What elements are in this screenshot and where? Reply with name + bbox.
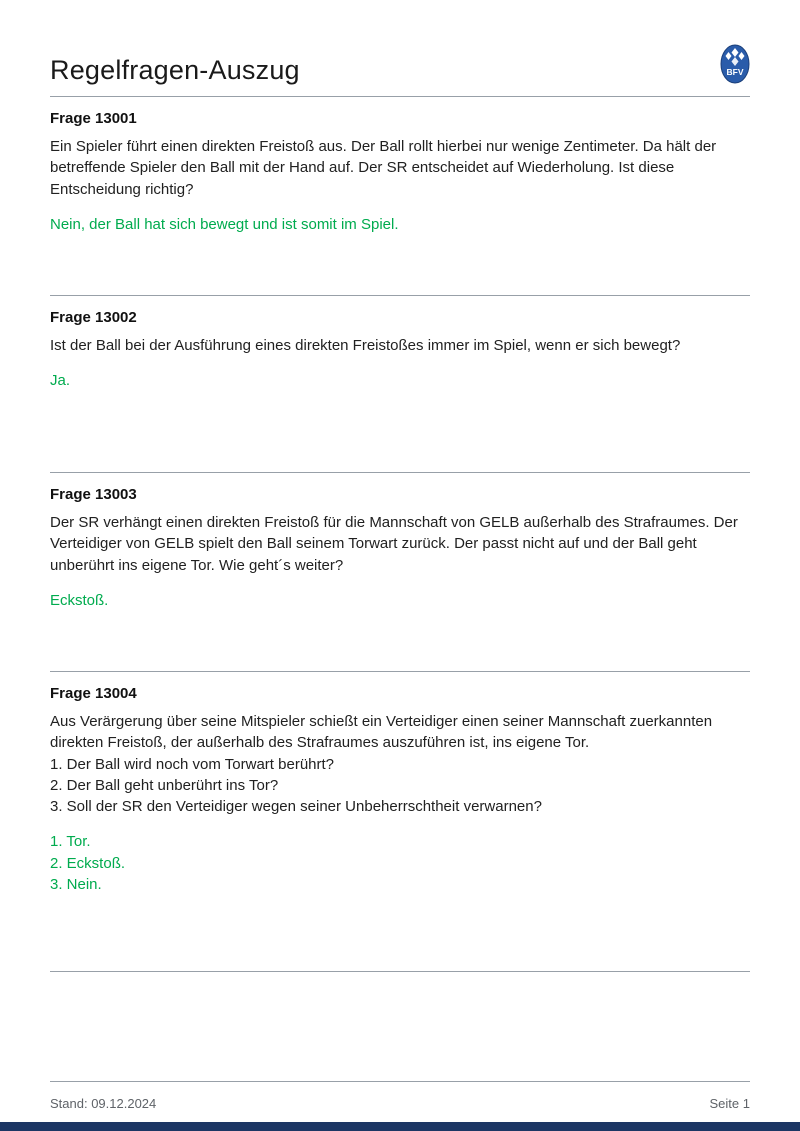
footer-page-number: Seite 1 (709, 1096, 750, 1111)
question-subitem-2: 2. Der Ball geht unberührt ins Tor? (50, 776, 279, 794)
answer-line: Eckstoß. (50, 591, 109, 609)
question-block-13003 (50, 473, 750, 671)
answer-text (50, 214, 750, 235)
whitespace-spacer (50, 972, 750, 1081)
question-number: Frage 13002 (50, 309, 137, 326)
question-paragraph: Der SR verhängt einen direkten Freistoß für die Mannschaft von GELB außerhalb des Strafraumes. Der Verteidiger von GELB spielt den Ball seinem Torwart zurück. Der passt nicht auf und der Ball geht unberührt ins eigene Tor. Wie geht´s weiter? (50, 514, 738, 574)
question-text (50, 335, 750, 356)
answer-line-1: 1. Tor. (50, 833, 91, 851)
question-subitem-1: 1. Der Ball wird noch vom Torwart berührt? (50, 755, 335, 773)
footer-date: Stand: 09.12.2024 (50, 1096, 157, 1111)
question-number: Frage 13001 (50, 110, 137, 127)
answer-text (50, 831, 750, 895)
question-paragraph: Ein Spieler führt einen direkten Freistoß aus. Der Ball rollt hierbei nur wenige Zentimeter. Da hält der betreffende Spieler den Ball mit der Hand auf. Der SR entscheidet auf Wiederholung. Ist diese Entscheidung richtig? (50, 138, 717, 198)
question-subitem-3: 3. Soll der SR den Verteidiger wegen seiner Unbeherrschtheit verwarnen? (50, 798, 542, 816)
question-text (50, 512, 750, 576)
question-paragraph: Aus Verärgerung über seine Mitspieler schießt ein Verteidiger einen seiner Mannschaft zuerkannten direkten Freistoß, der außerhalb des Strafraumes auszuführen ist, ins eigene Tor. (50, 713, 713, 752)
answer-line: Nein, der Ball hat sich bewegt und ist somit im Spiel. (50, 215, 399, 233)
question-text (50, 136, 750, 200)
bfv-logo-text: BFV (726, 67, 744, 77)
page-title: Regelfragen-Auszug (50, 55, 300, 85)
question-number: Frage 13003 (50, 486, 137, 503)
answer-line-2: 2. Eckstoß. (50, 854, 126, 872)
answer-text (50, 590, 750, 611)
question-block-13004 (50, 672, 750, 971)
answer-line: Ja. (50, 372, 71, 390)
answer-text (50, 370, 750, 391)
bottom-accent-bar (0, 1122, 800, 1131)
question-number: Frage 13004 (50, 685, 137, 702)
question-block-13002 (50, 296, 750, 472)
question-block-13001 (50, 97, 750, 295)
answer-line-3: 3. Nein. (50, 876, 102, 894)
question-paragraph: Ist der Ball bei der Ausführung eines direkten Freistoßes immer im Spiel, wenn er sich bewegt? (50, 337, 681, 354)
document-header (50, 0, 750, 96)
bfv-logo-icon (720, 44, 750, 86)
question-text (50, 711, 750, 817)
